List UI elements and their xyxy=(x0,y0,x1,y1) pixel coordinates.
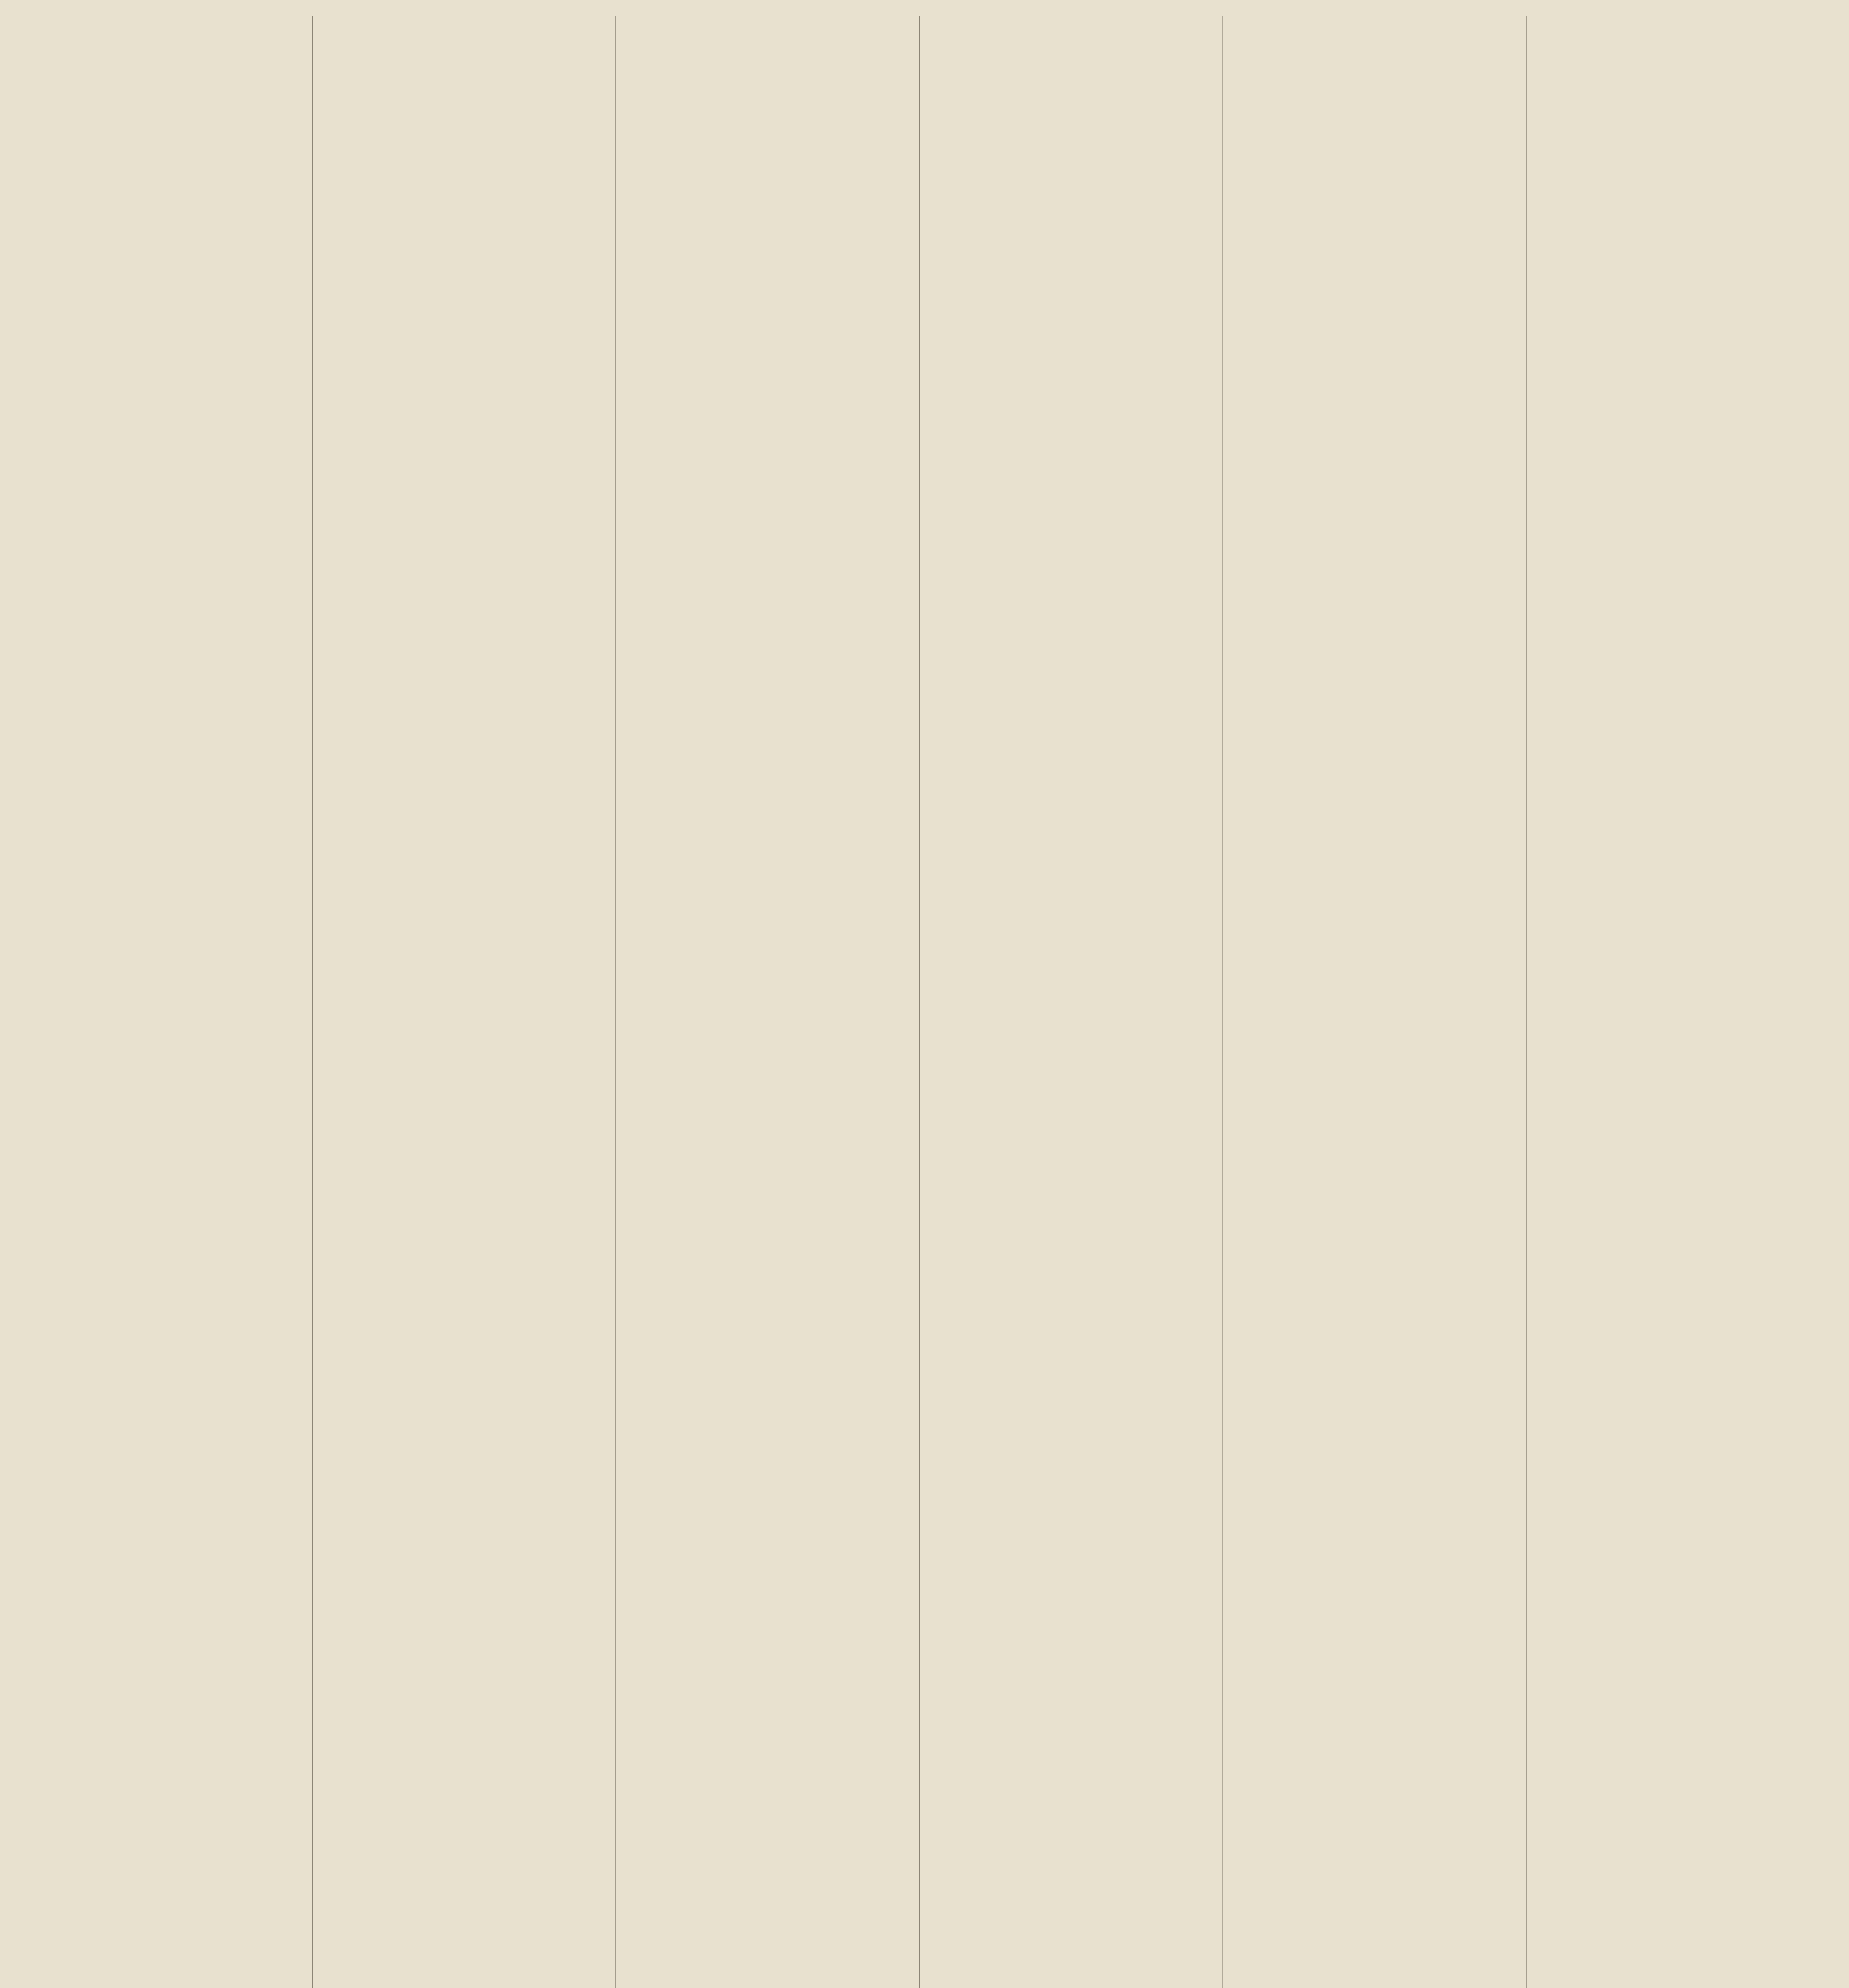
column-3 xyxy=(627,16,920,1988)
column-2 xyxy=(323,16,616,1988)
column-5 xyxy=(1234,16,1527,1988)
column-6 xyxy=(1537,16,1829,1988)
column-1 xyxy=(20,16,313,1988)
column-4 xyxy=(930,16,1223,1988)
